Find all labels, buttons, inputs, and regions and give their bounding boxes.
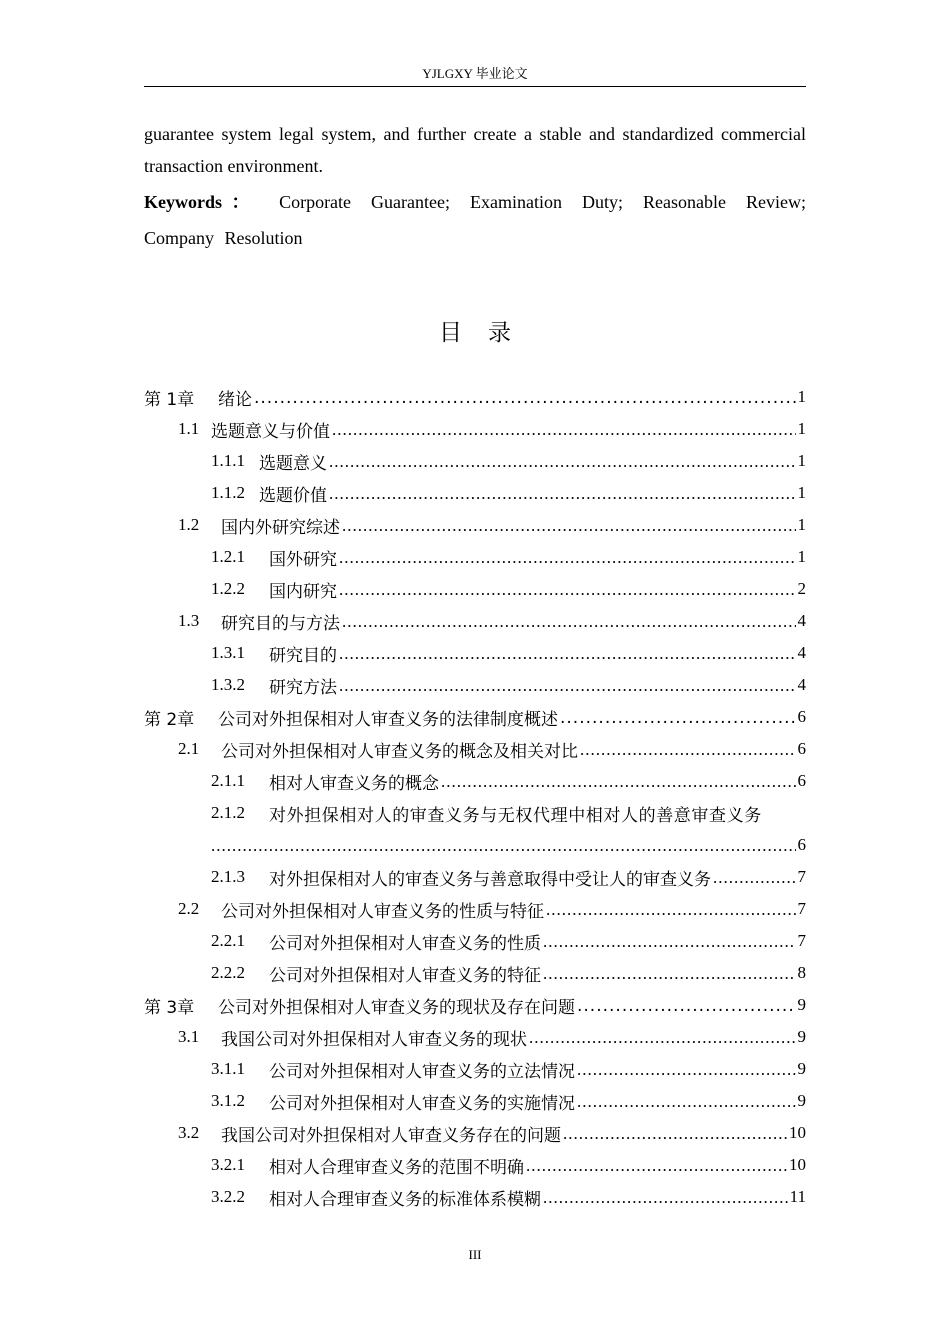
toc-entry-number: 第 3章 — [144, 997, 195, 1018]
toc-entry-page: 9 — [797, 1027, 806, 1046]
toc-entry-page: 6 — [797, 739, 806, 758]
toc-entry-page: 1 — [797, 387, 806, 406]
dot-leader — [342, 514, 796, 536]
dot-leader — [339, 546, 796, 568]
toc-entry-page: 7 — [797, 899, 806, 918]
keywords-line — [144, 184, 806, 256]
toc-entry-page: 6 — [797, 771, 806, 790]
toc-entry-number: 第 2章 — [144, 709, 195, 730]
toc-title: 目录 — [439, 320, 537, 346]
dot-leader — [329, 450, 796, 472]
dot-leader — [577, 1058, 796, 1080]
dot-leader — [339, 642, 796, 664]
toc-entry-subsection[interactable] — [144, 957, 806, 989]
toc-entry-section[interactable] — [144, 605, 806, 637]
toc-entry-subsection[interactable] — [144, 1149, 806, 1181]
toc-entry-number: 3.1 — [178, 1027, 200, 1046]
toc-entry-number: 2.1.3 — [211, 867, 245, 886]
toc-entry-title: 公司对外担保相对人审查义务的现状及存在问题 — [218, 997, 575, 1018]
toc-entry-section[interactable] — [144, 509, 806, 541]
dot-leader — [580, 738, 796, 760]
toc-entry-title: 选题意义 — [259, 453, 327, 473]
toc-entry-page: 1 — [797, 451, 806, 470]
page-number: III — [468, 1247, 482, 1262]
toc-entry-section[interactable] — [144, 733, 806, 765]
dot-leader — [211, 834, 796, 856]
toc-entry-subsection[interactable] — [144, 477, 806, 509]
toc-entry-title: 对外担保相对人的审查义务与善意取得中受让人的审查义务 — [269, 869, 711, 889]
toc-entry-section[interactable] — [144, 1117, 806, 1149]
keywords-text: Corporate Guarantee; Examination Duty; Reasonable Review; Company Resolution — [144, 192, 807, 248]
toc-entry-number: 1.3.2 — [211, 675, 245, 694]
toc-entry-number: 1.1 — [178, 419, 200, 438]
dot-leader — [563, 1122, 787, 1144]
toc-entry-number: 1.2.1 — [211, 547, 245, 566]
toc-entry-number: 2.2.2 — [211, 963, 245, 982]
dot-leader — [332, 418, 796, 440]
toc-entry-page: 6 — [797, 835, 806, 854]
dot-leader — [546, 898, 796, 920]
toc-entry-section[interactable] — [144, 413, 806, 445]
toc-entry-number: 2.1.2 — [211, 803, 245, 822]
toc-entry-subsection[interactable] — [144, 1085, 806, 1117]
toc-entry-chapter[interactable] — [144, 381, 806, 413]
toc-entry-number: 1.3 — [178, 611, 200, 630]
toc-entry-title: 选题意义与价值 — [211, 421, 330, 441]
toc-entry-page: 4 — [797, 643, 806, 662]
toc-entry-page: 9 — [797, 1059, 806, 1078]
running-header: YJLGXY 毕业论文 — [422, 66, 528, 81]
toc-entry-title: 公司对外担保相对人审查义务的法律制度概述 — [218, 709, 558, 730]
toc-entry-continuation[interactable] — [144, 829, 806, 861]
toc-entry-title: 公司对外担保相对人审查义务的特征 — [269, 965, 541, 985]
toc-entry-title: 选题价值 — [259, 485, 327, 505]
dot-leader — [254, 386, 796, 408]
toc-entry-title: 公司对外担保相对人审查义务的实施情况 — [269, 1093, 575, 1113]
toc-entry-page: 1 — [797, 483, 806, 502]
toc-entry-number: 1.1.1 — [211, 451, 245, 470]
toc-entry-title: 我国公司对外担保相对人审查义务存在的问题 — [221, 1125, 561, 1145]
dot-leader — [543, 962, 796, 984]
toc-entry-title: 国内外研究综述 — [221, 517, 340, 537]
toc-entry-title: 相对人合理审查义务的标准体系模糊 — [269, 1189, 541, 1209]
toc-entry-title: 公司对外担保相对人审查义务的立法情况 — [269, 1061, 575, 1081]
toc-entry-page: 1 — [797, 515, 806, 534]
toc-entry-page: 8 — [797, 963, 806, 982]
toc-entry-page: 7 — [797, 931, 806, 950]
dot-leader — [526, 1154, 787, 1176]
toc-entry-title: 国内研究 — [269, 581, 337, 601]
dot-leader — [529, 1026, 796, 1048]
table-of-contents — [144, 381, 806, 1213]
toc-entry-title: 公司对外担保相对人审查义务的概念及相关对比 — [221, 741, 578, 761]
toc-entry-number: 第 1章 — [144, 389, 195, 410]
toc-entry-subsection[interactable] — [144, 1181, 806, 1213]
dot-leader — [543, 1186, 788, 1208]
dot-leader — [577, 994, 796, 1016]
toc-entry-title: 我国公司对外担保相对人审查义务的现状 — [221, 1029, 527, 1049]
toc-entry-chapter[interactable] — [144, 989, 806, 1021]
dot-leader — [339, 674, 796, 696]
toc-entry-subsection[interactable] — [144, 925, 806, 957]
toc-entry-page: 2 — [797, 579, 806, 598]
toc-entry-number: 1.2 — [178, 515, 200, 534]
toc-entry-page: 10 — [789, 1155, 806, 1174]
toc-entry-title: 公司对外担保相对人审查义务的性质与特征 — [221, 901, 544, 921]
toc-entry-page: 11 — [789, 1187, 806, 1206]
toc-entry-number: 3.1.1 — [211, 1059, 245, 1078]
toc-entry-number: 2.1.1 — [211, 771, 245, 790]
toc-entry-subsection[interactable] — [144, 797, 806, 829]
dot-leader — [713, 866, 796, 888]
toc-entry-subsection[interactable] — [144, 637, 806, 669]
toc-entry-section[interactable] — [144, 1021, 806, 1053]
toc-entry-title: 研究目的与方法 — [221, 613, 340, 633]
toc-entry-subsection[interactable] — [144, 669, 806, 701]
toc-entry-subsection[interactable] — [144, 1053, 806, 1085]
toc-entry-number: 2.1 — [178, 739, 200, 758]
toc-entry-number: 3.1.2 — [211, 1091, 245, 1110]
toc-entry-subsection[interactable] — [144, 445, 806, 477]
toc-entry-subsection[interactable] — [144, 541, 806, 573]
toc-entry-title: 绪论 — [218, 389, 252, 410]
toc-entry-number: 3.2.1 — [211, 1155, 245, 1174]
dot-leader — [342, 610, 796, 632]
toc-entry-number: 3.2.2 — [211, 1187, 245, 1206]
dot-leader — [329, 482, 796, 504]
toc-entry-title: 对外担保相对人的审查义务与无权代理中相对人的善意审查义务 — [269, 805, 762, 825]
dot-leader — [577, 1090, 796, 1112]
toc-entry-title: 研究目的 — [269, 645, 337, 665]
dot-leader — [339, 578, 796, 600]
toc-entry-page: 7 — [797, 867, 806, 886]
toc-entry-page: 6 — [797, 707, 806, 726]
dot-leader — [560, 706, 796, 728]
toc-entry-page: 9 — [797, 1091, 806, 1110]
toc-entry-number: 1.2.2 — [211, 579, 245, 598]
abstract-text: guarantee system legal system, and further create a stable and standardized commercial transaction environment. — [144, 124, 806, 176]
toc-entry-number: 1.1.2 — [211, 483, 245, 502]
toc-entry-page: 1 — [797, 419, 806, 438]
toc-entry-page: 4 — [797, 611, 806, 630]
toc-entry-subsection[interactable] — [144, 765, 806, 797]
toc-entry-page: 1 — [797, 547, 806, 566]
toc-entry-page: 9 — [797, 995, 806, 1014]
dot-leader — [543, 930, 796, 952]
header-rule — [144, 86, 806, 87]
toc-entry-number: 3.2 — [178, 1123, 200, 1142]
toc-entry-title: 研究方法 — [269, 677, 337, 697]
dot-leader — [441, 770, 796, 792]
toc-entry-number: 2.2.1 — [211, 931, 245, 950]
toc-entry-page: 10 — [789, 1123, 806, 1142]
toc-entry-section[interactable] — [144, 893, 806, 925]
toc-entry-title: 相对人合理审查义务的范围不明确 — [269, 1157, 524, 1177]
toc-entry-title: 国外研究 — [269, 549, 337, 569]
toc-entry-subsection[interactable] — [144, 861, 806, 893]
toc-entry-title: 公司对外担保相对人审查义务的性质 — [269, 933, 541, 953]
keywords-label: Keywords： — [144, 192, 260, 212]
toc-entry-chapter[interactable] — [144, 701, 806, 733]
toc-entry-title: 相对人审查义务的概念 — [269, 773, 439, 793]
toc-entry-subsection[interactable] — [144, 573, 806, 605]
toc-entry-page: 4 — [797, 675, 806, 694]
toc-entry-number: 1.3.1 — [211, 643, 245, 662]
toc-entry-number: 2.2 — [178, 899, 200, 918]
